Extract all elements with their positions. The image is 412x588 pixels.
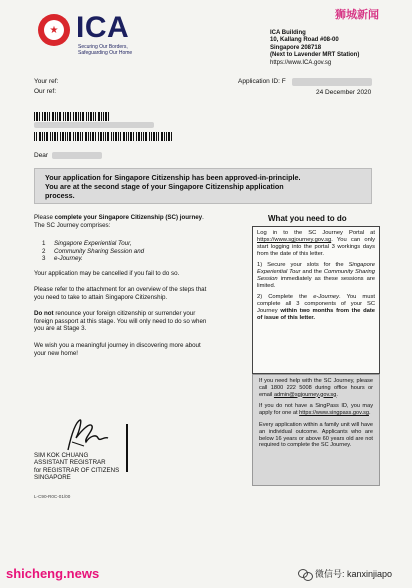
text-span: Please bbox=[34, 214, 55, 221]
text-span: If you do not have a SingPass ID, you may apply for one at bbox=[259, 403, 373, 417]
ica-address bbox=[270, 30, 400, 67]
step-number: 1 bbox=[42, 240, 46, 247]
para-attachment bbox=[34, 286, 249, 301]
text-span: Log in to the SC Journey Portal at bbox=[257, 230, 375, 236]
signatory-block bbox=[34, 452, 119, 482]
approval-line: Your application for Singapore Citizenship has been approved-in-principle. bbox=[45, 173, 301, 182]
ica-crest-icon bbox=[38, 14, 70, 46]
approval-line: process. bbox=[45, 191, 75, 201]
para-wish bbox=[34, 342, 249, 357]
text-line: you need to take to attain Singapore Citizenship. bbox=[34, 293, 168, 301]
text-span: If you need help with the SC Journey, please call 1800 222 5008 during office hours or email bbox=[259, 378, 373, 398]
step-text: Singapore Experiential Tour, bbox=[54, 240, 132, 247]
ica-tagline: Securing Our Borders, Safeguarding Our Home bbox=[78, 44, 133, 56]
para-cancel: Your application may be cancelled if you fail to do so. bbox=[34, 270, 180, 277]
your-ref-label: Your ref: bbox=[34, 78, 59, 85]
text-italic: Singapore Experiential Tour bbox=[257, 262, 375, 275]
watermark-text: 狮城新闻 bbox=[335, 9, 379, 21]
text-line: Please refer to the attachment for an overview of the steps that bbox=[34, 286, 207, 293]
redacted-name bbox=[52, 152, 102, 159]
help-contact bbox=[259, 378, 373, 398]
text-span: 2) Complete the bbox=[257, 294, 314, 300]
address-line: (Next to Lavender MRT Station) bbox=[270, 52, 360, 59]
text-span: immediately as these sessions are limited. bbox=[257, 276, 375, 289]
text-bold: within two months from the date of issue of this letter. bbox=[257, 308, 375, 321]
redacted-application-id bbox=[292, 78, 372, 86]
help-box bbox=[252, 374, 380, 486]
salutation: Dear bbox=[34, 152, 49, 159]
text-italic: Community Sharing Session bbox=[257, 269, 376, 282]
singpass-link[interactable]: https://www.singpass.gov.sg bbox=[299, 410, 369, 417]
step-text: Community Sharing Session and bbox=[54, 247, 145, 255]
approval-line: You are at the second stage of your Singapore Citizenship application bbox=[45, 182, 284, 192]
signature-icon bbox=[62, 412, 122, 456]
redacted-address bbox=[34, 122, 154, 128]
signatory-title: ASSISTANT REGISTRAR bbox=[34, 459, 106, 467]
signatory-name: SIM KOK CHUANG bbox=[34, 452, 89, 459]
text-span: . bbox=[368, 410, 371, 417]
signatory-country: SINGAPORE bbox=[34, 474, 71, 482]
wechat-label: 微信号: kanxinjiapo bbox=[315, 569, 393, 579]
email-link[interactable]: admin@sgjourney.gov.sg bbox=[273, 391, 337, 398]
text-bold: Do not bbox=[34, 310, 54, 317]
text-span: . You must complete all 3 components of your SC Journey bbox=[257, 294, 375, 314]
text-span: . You can only start logging into the portal 3 workings days from the date of this letter. bbox=[257, 237, 375, 257]
signatory-for: for REGISTRAR OF CITIZENS bbox=[34, 466, 120, 474]
ica-logo-text: ICA bbox=[76, 11, 130, 44]
journey-steps-list bbox=[42, 240, 212, 263]
text-span: 1) Secure your slots for the bbox=[257, 262, 349, 268]
step-number: 3 bbox=[42, 255, 46, 263]
text-line: We wish you a meaningful journey in discovering more about bbox=[34, 342, 201, 349]
text-line: your new home! bbox=[34, 349, 79, 357]
address-line: 10, Kallang Road #08-00 bbox=[270, 37, 339, 44]
wechat-id bbox=[298, 568, 392, 580]
letter-date: 24 December 2020 bbox=[316, 89, 372, 96]
todo-step-secure-slots bbox=[257, 262, 375, 290]
para-do-not-renounce bbox=[34, 310, 249, 333]
sgjourney-link[interactable]: https://www.sgjourney.gov.sg bbox=[257, 237, 332, 243]
todo-box bbox=[252, 226, 380, 374]
text-span: renounce your foreign citizenship or surrender your bbox=[53, 310, 196, 317]
help-singpass bbox=[259, 403, 373, 417]
step-text: e-Journey. bbox=[54, 255, 83, 263]
help-family-note: Every application within a family unit will have an individual outcome. Applicants who are below 16 years or above 60 years old are not required to complete the SC Journey. bbox=[259, 421, 373, 449]
text-span: . bbox=[202, 214, 204, 221]
address-line: https://www.ICA.gov.sg bbox=[270, 59, 332, 66]
step-number: 2 bbox=[42, 247, 46, 255]
address-line: Singapore 208718 bbox=[270, 44, 322, 51]
wechat-icon bbox=[298, 569, 312, 579]
list-item bbox=[42, 248, 212, 256]
application-id-label: Application ID: F bbox=[238, 78, 286, 85]
text-span: . bbox=[336, 391, 338, 398]
list-item bbox=[42, 240, 212, 248]
what-you-need-to-do-title: What you need to do bbox=[268, 214, 347, 223]
address-line: ICA Building bbox=[270, 30, 306, 36]
todo-step-ejourney bbox=[257, 294, 375, 322]
approval-notice-box bbox=[34, 168, 372, 204]
text-span: and the bbox=[300, 269, 324, 275]
text-bold: complete your Singapore Citizenship (SC) journey bbox=[54, 214, 203, 221]
list-item bbox=[42, 255, 212, 263]
text-line: The SC Journey comprises: bbox=[34, 221, 111, 229]
todo-step-login bbox=[257, 230, 375, 258]
text-line: you are at Stage 3. bbox=[34, 325, 87, 333]
text-italic: e-Journey bbox=[313, 294, 340, 300]
signature-stroke bbox=[126, 424, 128, 472]
our-ref-label: Our ref: bbox=[34, 88, 57, 95]
form-ref-code: L-C90-R0C-01/00 bbox=[34, 494, 71, 499]
crest-inner-icon: ★ bbox=[44, 20, 64, 40]
barcode-icon bbox=[34, 112, 144, 121]
barcode-icon bbox=[34, 132, 234, 141]
text-line: foreign passport at this stage. You will only need to do so when bbox=[34, 317, 207, 325]
para-complete-journey bbox=[34, 214, 244, 229]
site-watermark: shicheng.news bbox=[6, 566, 100, 581]
